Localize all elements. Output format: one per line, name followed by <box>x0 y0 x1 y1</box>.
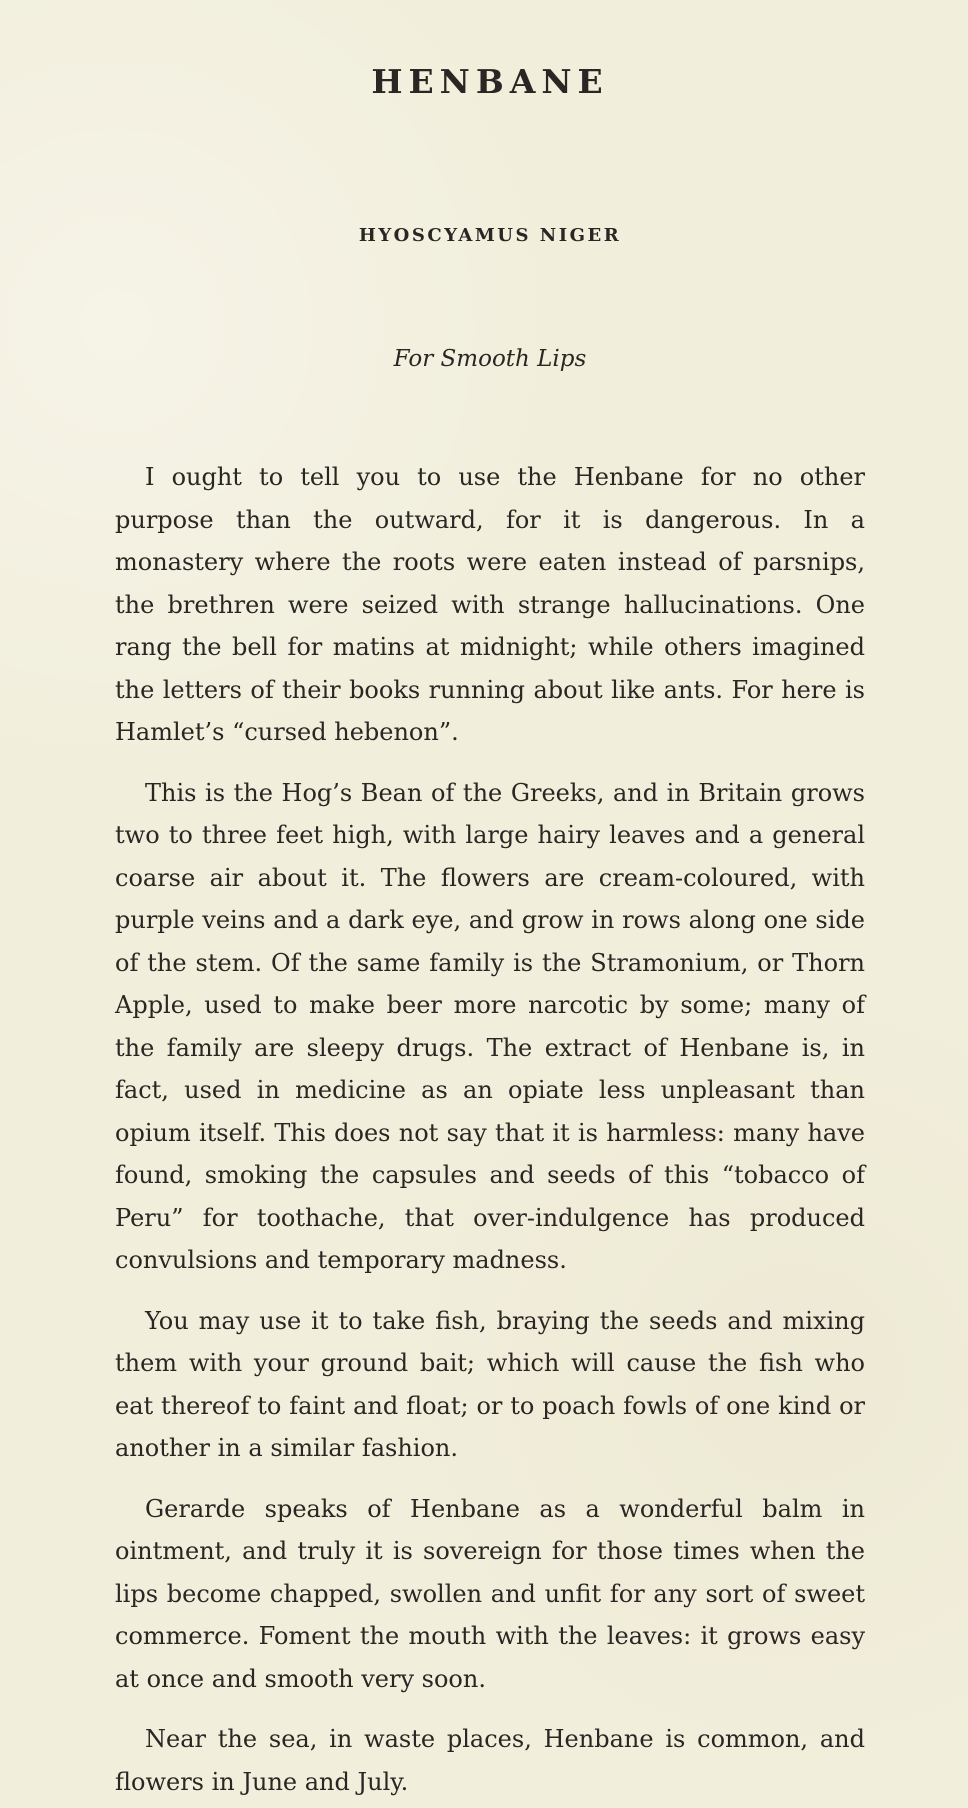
botanical-name: HYOSCYAMUS NIGER <box>358 225 622 246</box>
paragraph: Gerarde speaks of Henbane as a wonderful balm in ointment, and truly it is sovereign for those times when the lips become chapped, swollen and unfit for any sort of sweet commerce. Foment the mouth with the leaves: it grows easy at once and smooth very soon. <box>115 1494 865 1693</box>
page-title: HENBANE <box>371 62 609 101</box>
paragraph: You may use it to take fish, braying the seeds and mixing them with your ground bait; which will cause the fish who eat thereof to faint and float; or to poach fowls of one kind or another in a similar fashion. <box>115 1306 865 1462</box>
paragraph: I ought to tell you to use the Henbane for no other purpose than the outward, for it is dangerous. In a monastery where the roots were eaten instead of parsnips, the brethren were seized with strange hallucinations. One rang the bell for matins at midnight; while others imagined the letters of their books running about like ants. For here is Hamlet’s “cursed hebenon”. <box>115 463 865 746</box>
paragraph: Near the sea, in waste places, Henbane is common, and flowers in June and July. <box>115 1725 865 1796</box>
paragraph: This is the Hog’s Bean of the Greeks, and in Britain grows two to three feet high, with large hairy leaves and a general coarse air about it. The flowers are cream-coloured, with purple veins and a dark eye, and grow in rows along one side of the stem. Of the same family is the Stramonium, or Thorn Apple, used to make beer more narcotic by some; many of the family are sleepy drugs. The extract of Henbane is, in fact, used in medicine as an opiate less unpleasant than opium itself. This does not say that it is harmless: many have found, smoking the capsules and seeds of this “tobacco of Peru” for toothache, that over-indulgence has produced convulsions and temporary madness. <box>115 778 865 1274</box>
body-text <box>115 456 865 1803</box>
usage-caption: For Smooth Lips <box>393 346 587 372</box>
